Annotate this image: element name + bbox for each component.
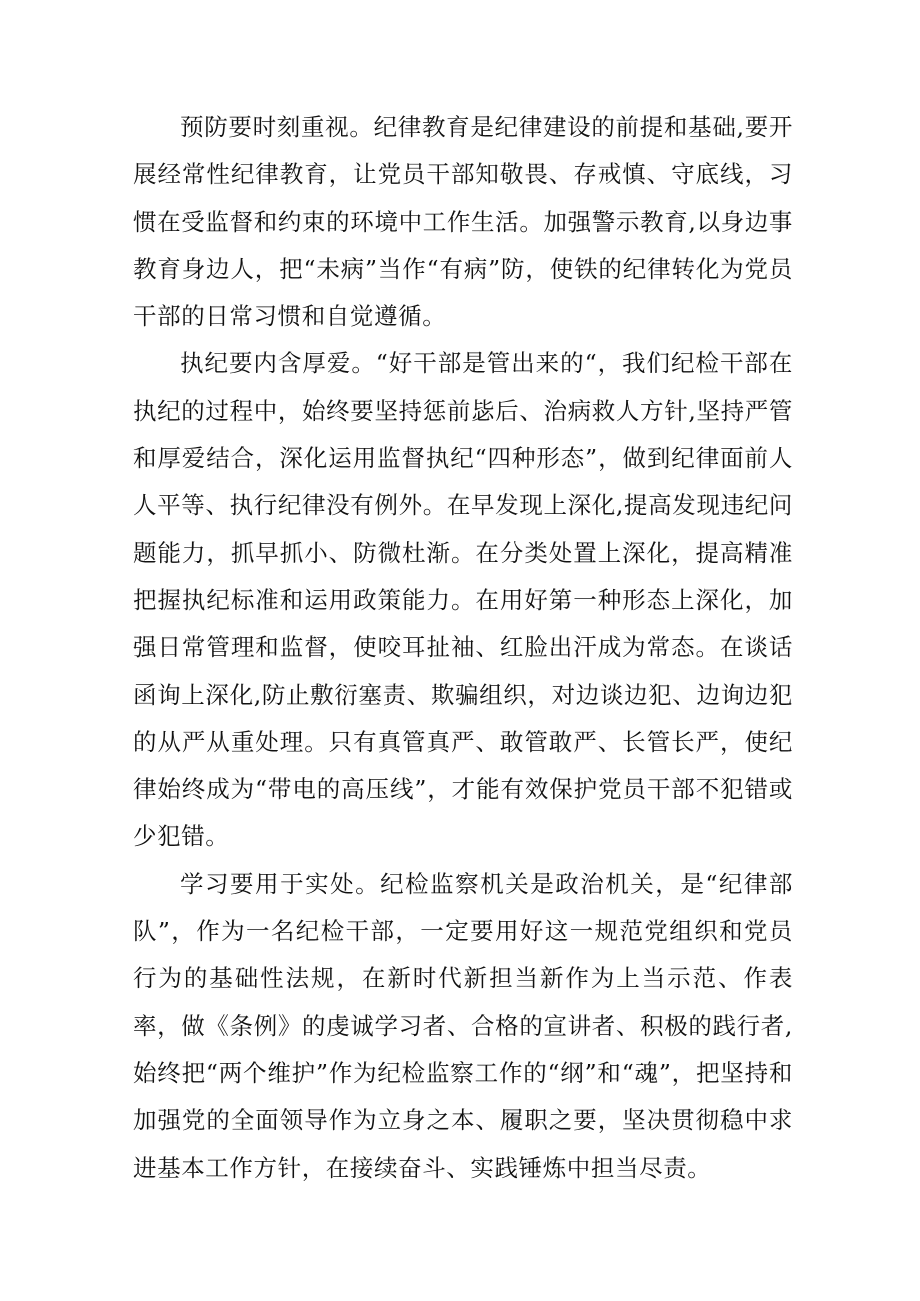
paragraph-discipline-enforcement: 执纪要内含厚爱。“好干部是管出来的“，我们纪检干部在执纪的过程中，始终要坚持惩前毖后、治病救人方针,坚持严管和厚爱结合，深化运用监督执纪“四种形态”，做到纪律面前人人平等、执行纪律没有例外。在早发现上深化,提高发现违纪问题能力，抓早抓小、防微杜渐。在分类处置上深化，提高精准把握执纪标准和运用政策能力。在用好第一种形态上深化，加强日常管理和监督，使咬耳扯袖、红脸出汗成为常态。在谈话函询上深化,防止敷衍塞责、欺骗组织，对边谈边犯、边询边犯的从严从重处理。只有真管真严、敢管敢严、长管长严，使纪律始终成为“带电的高压线”，才能有效保护党员干部不犯错或少犯错。: [133, 349, 793, 851]
body-text: [133, 104, 793, 1192]
paragraph-study-practice: 学习要用于实处。纪检监察机关是政治机关，是“纪律部队”，作为一名纪检干部，一定要用好这一规范党组织和党员行为的基础性法规，在新时代新担当新作为上当示范、作表率，做《条例》的虔诚学习者、合格的宣讲者、积极的践行者,始终把“两个维护”作为纪检监察工作的“纲”和“魂”，把坚持和加强党的全面领导作为立身之本、履职之要，坚决贯彻稳中求进基本工作方针，在接续奋斗、实践锤炼中担当尽责。: [133, 869, 793, 1182]
paragraph-prevention: 预防要时刻重视。纪律教育是纪律建设的前提和基础,要开展经常性纪律教育，让党员干部知敬畏、存戒慎、守底线，习惯在受监督和约束的环境中工作生活。加强警示教育,以身边事教育身边人，把“未病”当作“有病”防，使铁的纪律转化为党员干部的日常习惯和自觉遵循。: [133, 113, 793, 331]
